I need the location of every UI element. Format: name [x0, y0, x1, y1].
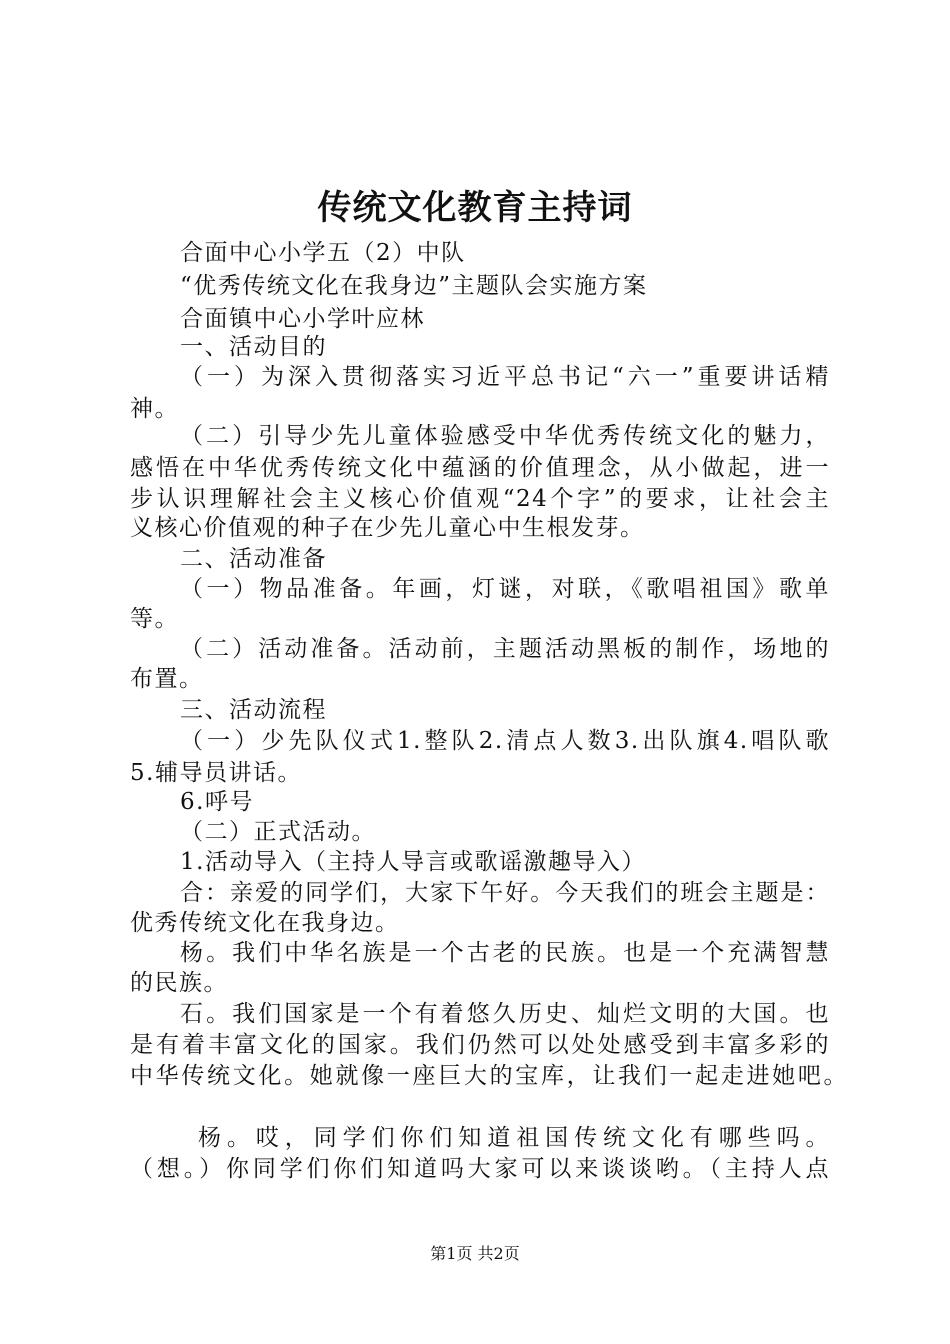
- text-line: 1.活动导入（主持人导言或歌谣激趣导入）: [180, 849, 646, 875]
- text-line: 杨。哎，同学们你们知道祖国传统文化有哪些吗。: [198, 1125, 830, 1151]
- text-line: （二）引导少先儿童体验感受中华优秀传统文化的魅力，: [180, 423, 830, 449]
- text-line: 义核心价值观的种子在少先儿童心中生根发芽。: [130, 515, 645, 541]
- text-line: 步认识理解社会主义核心价值观“24个字”的要求，让社会主: [130, 486, 830, 512]
- text-line: 合：亲爱的同学们，大家下午好。今天我们的班会主题是：: [180, 880, 830, 906]
- text-line: 石。我们国家是一个有着悠久历史、灿烂文明的大国。也: [180, 1001, 830, 1027]
- text-line: （二）活动准备。活动前，主题活动黑板的制作，场地的: [180, 636, 830, 662]
- text-line: “优秀传统文化在我身边”主题队会实施方案: [180, 273, 648, 299]
- document-title: 传统文化教育主持词: [317, 188, 633, 228]
- section-heading: 一、活动目的: [180, 334, 327, 360]
- text-line: 合面镇中心小学叶应林: [180, 306, 425, 332]
- text-line: 感悟在中华优秀传统文化中蕴涵的价值理念，从小做起，进一: [130, 455, 830, 481]
- section-heading: 三、活动流程: [180, 697, 327, 723]
- text-line: 6.呼号: [180, 789, 254, 815]
- text-line: 神。: [130, 396, 179, 422]
- text-line: 合面中心小学五（2）中队: [180, 240, 466, 266]
- text-line: （想。）你同学们你们知道吗大家可以来谈谈哟。（主持人点: [130, 1156, 830, 1182]
- text-line: （二）正式活动。: [180, 819, 376, 845]
- text-line: 等。: [130, 606, 179, 632]
- page-footer: 第1页 共2页: [430, 1244, 520, 1263]
- text-line: 优秀传统文化在我身边。: [130, 910, 400, 936]
- text-line: （一）少先队仪式1.整队2.清点人数3.出队旗4.唱队歌: [180, 728, 830, 754]
- text-line: 杨。我们中华名族是一个古老的民族。也是一个充满智慧: [180, 940, 830, 966]
- text-line: 是有着丰富文化的国家。我们仍然可以处处感受到丰富多彩的: [130, 1032, 830, 1058]
- section-heading: 二、活动准备: [180, 546, 327, 572]
- text-line: （一）为深入贯彻落实习近平总书记“六一”重要讲话精: [180, 364, 830, 390]
- text-line: 5.辅导员讲话。: [130, 760, 302, 786]
- text-line: （一）物品准备。年画，灯谜，对联，《歌唱祖国》歌单: [180, 576, 830, 602]
- text-line: 中华传统文化。她就像一座巨大的宝库，让我们一起走进她吧。: [130, 1063, 848, 1089]
- text-line: 的民族。: [130, 970, 228, 996]
- text-line: 布置。: [130, 666, 204, 692]
